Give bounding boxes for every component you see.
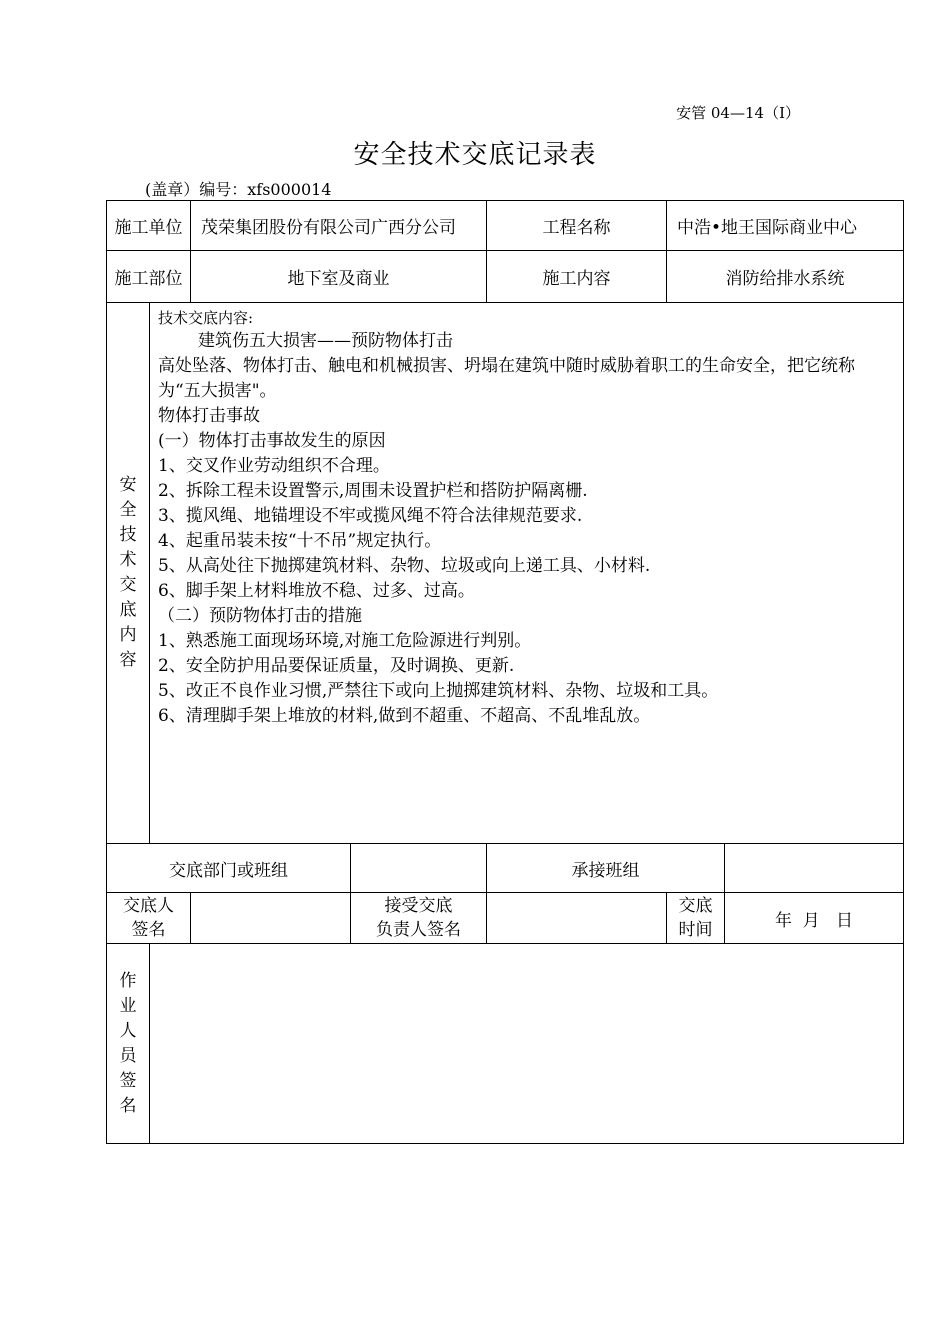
- briefing-content-area[interactable]: [150, 303, 904, 844]
- briefing-line: 5、改正不良作业习惯,严禁往下或向上抛掷建筑材料、杂物、垃圾和工具。: [158, 681, 719, 701]
- briefing-line: 物体打击事故: [158, 406, 260, 426]
- construction-unit-field[interactable]: 茂荣集团股份有限公司广西分公司: [191, 201, 487, 251]
- briefing-line: 6、清理脚手架上堆放的材料,做到不超重、不超高、不乱堆乱放。: [158, 706, 651, 726]
- briefing-line: 6、脚手架上材料堆放不稳、过多、过高。: [158, 581, 475, 601]
- form-row-part: [107, 251, 904, 303]
- briefing-content-header: 技术交底内容:: [158, 309, 254, 327]
- briefing-line: (一）物体打击事故发生的原因: [158, 431, 386, 451]
- project-name-field[interactable]: 中浩•地王国际商业中心: [667, 201, 904, 251]
- briefing-line: 1、熟悉施工面现场环境,对施工危险源进行判别。: [158, 631, 532, 651]
- construction-content-label: 施工内容: [487, 251, 667, 303]
- briefing-date-field[interactable]: 年 月 日: [725, 893, 904, 944]
- construction-part-label: 施工部位: [107, 251, 191, 303]
- construction-content-field[interactable]: 消防给排水系统: [667, 251, 904, 303]
- briefing-line: 2、拆除工程未设置警示,周围未设置护栏和搭防护隔离栅.: [158, 481, 588, 501]
- receiving-team-field[interactable]: [725, 844, 904, 893]
- receiver-signature-label: 接受交底 负责人签名: [351, 893, 487, 944]
- briefing-line: 4、起重吊装未按“十不吊”规定执行。: [158, 531, 442, 551]
- briefer-signature-field[interactable]: [191, 893, 351, 944]
- form-row-workers: [107, 944, 904, 1144]
- briefing-line: 3、揽风绳、地锚埋设不牢或揽风绳不符合法律规范要求.: [158, 506, 583, 526]
- briefer-signature-label: 交底人 签名: [107, 893, 191, 944]
- construction-unit-label: 施工单位: [107, 201, 191, 251]
- briefing-line: 1、交叉作业劳动组织不合理。: [158, 456, 390, 476]
- form-row-signatures: [107, 893, 904, 944]
- stamp-serial-line: (盖章）编号：xfs000014: [145, 180, 332, 199]
- construction-part-field[interactable]: 地下室及商业: [191, 251, 487, 303]
- safety-briefing-form: [106, 200, 904, 1144]
- page-title: 安全技术交底记录表: [353, 140, 597, 170]
- worker-signature-side-label: 作 业 人 员 签 名: [107, 944, 150, 1144]
- briefing-line: 建筑伤五大损害——预防物体打击: [198, 331, 453, 351]
- briefing-line: 高处坠落、物体打击、触电和机械损害、坍塌在建筑中随时威胁着职工的生命安全，把它统称为“五大损害"。: [158, 356, 855, 401]
- briefing-content-side-label: 安 全 技 术 交 底 内 容: [107, 303, 150, 844]
- receiving-team-label: 承接班组: [487, 844, 725, 893]
- form-row-department: [107, 844, 904, 893]
- briefing-time-label: 交底 时间: [667, 893, 725, 944]
- document-code: 安管 04—14（I）: [676, 104, 800, 122]
- form-row-briefing: [107, 303, 904, 844]
- briefing-department-field[interactable]: [351, 844, 487, 893]
- receiver-signature-field[interactable]: [487, 893, 667, 944]
- briefing-line: 2、安全防护用品要保证质量，及时调换、更新.: [158, 656, 515, 676]
- form-row-unit: [107, 201, 904, 251]
- worker-signature-area[interactable]: [150, 944, 904, 1144]
- briefing-line: 5、从高处往下抛掷建筑材料、杂物、垃圾或向上递工具、小材料.: [158, 556, 651, 576]
- project-name-label: 工程名称: [487, 201, 667, 251]
- briefing-line: （二）预防物体打击的措施: [158, 606, 362, 626]
- briefing-department-label: 交底部门或班组: [107, 844, 351, 893]
